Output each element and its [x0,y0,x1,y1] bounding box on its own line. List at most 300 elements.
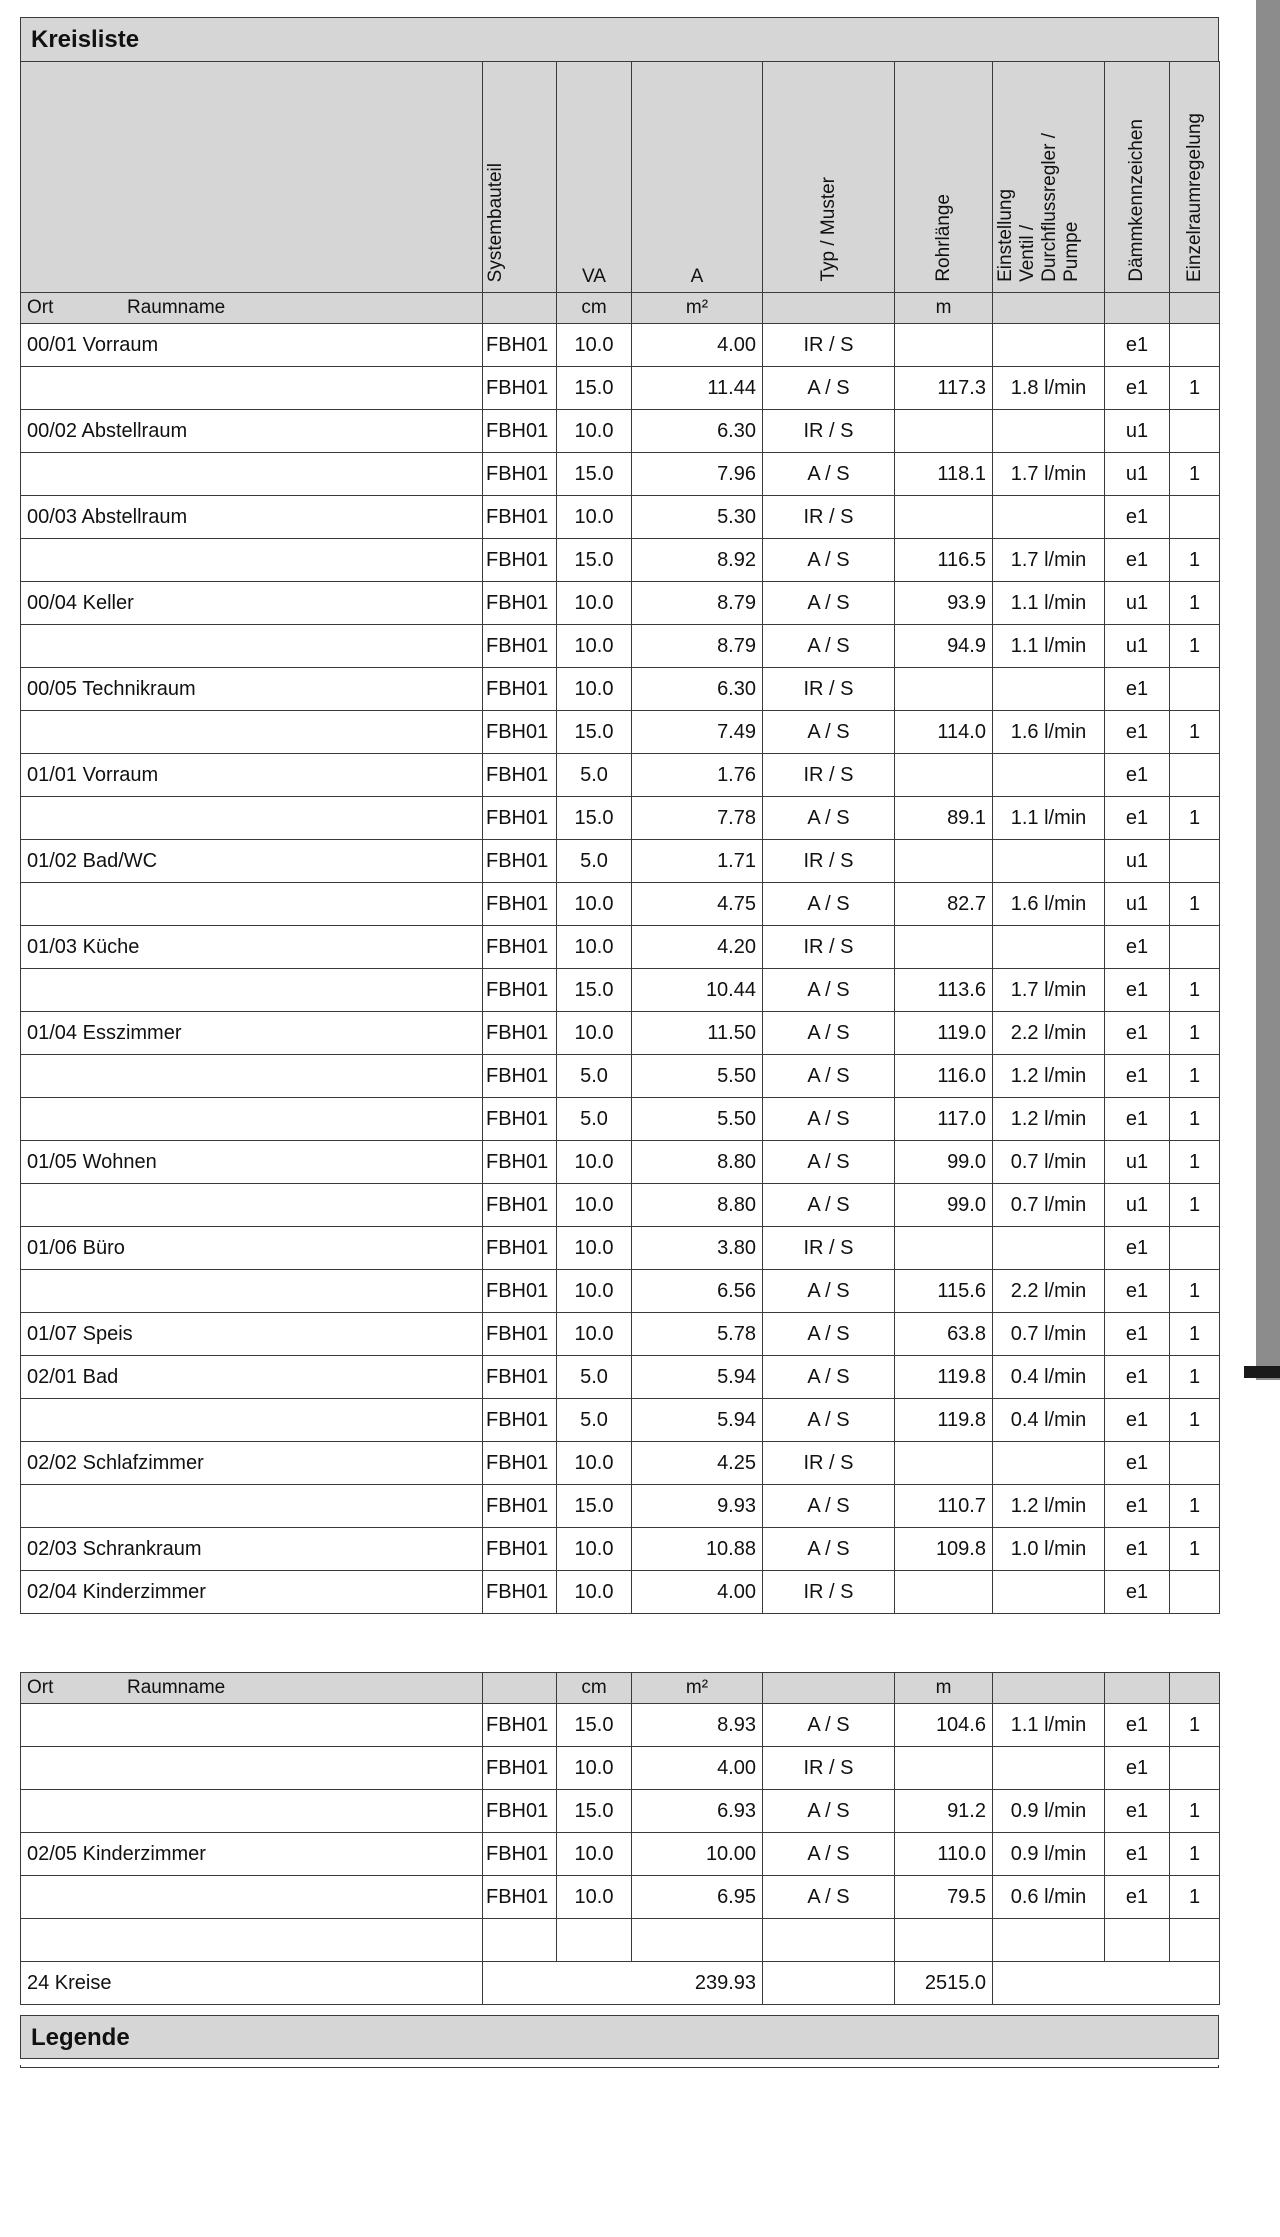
type-pattern: A / S [763,453,895,496]
area-value: 5.30 [632,496,763,539]
insulation-code: u1 [1105,840,1170,883]
table-row [21,625,1220,668]
room-control: 1 [1170,1270,1220,1313]
system-component: FBH01 [483,1055,557,1098]
area-value: 9.93 [632,1485,763,1528]
insulation-code: e1 [1105,1313,1170,1356]
insulation-code: e1 [1105,539,1170,582]
header-typ: Typ / Muster [763,62,895,293]
area-value: 8.92 [632,539,763,582]
system-component: FBH01 [483,1704,557,1747]
header-systembauteil: Systembauteil [483,62,557,293]
va-value: 5.0 [557,1055,632,1098]
table-row [21,1098,1220,1141]
pipe-length: 115.6 [895,1270,993,1313]
unit-va: cm [557,1673,632,1704]
area-value: 8.79 [632,582,763,625]
room-name: 00/01 Vorraum [21,324,483,367]
type-pattern: A / S [763,797,895,840]
room-control: 1 [1170,1399,1220,1442]
insulation-code: u1 [1105,883,1170,926]
room-name: 00/04 Keller [21,582,483,625]
va-value: 10.0 [557,496,632,539]
type-pattern: IR / S [763,840,895,883]
system-component: FBH01 [483,324,557,367]
type-pattern: IR / S [763,754,895,797]
type-pattern: IR / S [763,496,895,539]
flow-setting [993,754,1105,797]
area-value: 4.20 [632,926,763,969]
room-control: 1 [1170,1356,1220,1399]
table-row [21,1313,1220,1356]
table-row [21,1833,1220,1876]
pipe-length: 63.8 [895,1313,993,1356]
table-row [21,1704,1220,1747]
va-value: 10.0 [557,1184,632,1227]
type-pattern: A / S [763,1399,895,1442]
va-value: 10.0 [557,1571,632,1614]
unit-a: m² [632,1673,763,1704]
table-row [21,1227,1220,1270]
room-control: 1 [1170,539,1220,582]
room-control [1170,410,1220,453]
insulation-code: e1 [1105,1012,1170,1055]
type-pattern: IR / S [763,668,895,711]
type-pattern: A / S [763,1528,895,1571]
area-value: 7.96 [632,453,763,496]
area-value: 5.50 [632,1098,763,1141]
pipe-length: 117.0 [895,1098,993,1141]
table-row [21,324,1220,367]
type-pattern: A / S [763,1790,895,1833]
va-value: 15.0 [557,711,632,754]
room-control: 1 [1170,1485,1220,1528]
va-value: 5.0 [557,754,632,797]
system-component: FBH01 [483,1141,557,1184]
room-control: 1 [1170,367,1220,410]
table-row [21,1571,1220,1614]
room-name [21,1876,483,1919]
type-pattern: A / S [763,883,895,926]
room-name [21,625,483,668]
pipe-length: 79.5 [895,1876,993,1919]
va-value: 10.0 [557,1876,632,1919]
type-pattern: A / S [763,625,895,668]
totals-label: 24 Kreise [21,1962,483,2005]
units-row [21,1673,1220,1704]
table-row [21,1485,1220,1528]
pipe-length [895,496,993,539]
room-control [1170,1442,1220,1485]
area-value: 3.80 [632,1227,763,1270]
units-ort-raumname: Ort Raumname [21,1673,483,1704]
room-name: 02/03 Schrankraum [21,1528,483,1571]
totals-row [21,1962,1220,2005]
type-pattern: A / S [763,1876,895,1919]
pipe-length: 116.0 [895,1055,993,1098]
type-pattern: IR / S [763,926,895,969]
flow-setting: 1.2 l/min [993,1485,1105,1528]
area-value: 6.95 [632,1876,763,1919]
type-pattern: A / S [763,1313,895,1356]
type-pattern: A / S [763,582,895,625]
pipe-length: 91.2 [895,1790,993,1833]
pipe-length: 99.0 [895,1184,993,1227]
header-daemmkennzeichen: Dämmkennzeichen [1105,62,1170,293]
table-row [21,1747,1220,1790]
room-name: 02/04 Kinderzimmer [21,1571,483,1614]
table-row [21,367,1220,410]
insulation-code: u1 [1105,1141,1170,1184]
empty-row [21,1919,1220,1962]
flow-setting: 0.7 l/min [993,1184,1105,1227]
flow-setting: 1.6 l/min [993,711,1105,754]
va-value: 10.0 [557,1270,632,1313]
area-value: 5.94 [632,1399,763,1442]
va-value: 5.0 [557,1356,632,1399]
system-component: FBH01 [483,1571,557,1614]
room-name [21,797,483,840]
flow-setting: 1.2 l/min [993,1055,1105,1098]
flow-setting [993,1442,1105,1485]
scrollbar-marker[interactable] [1244,1366,1280,1378]
area-value: 6.30 [632,668,763,711]
units-ort-raumname: Ort Raumname [21,293,483,324]
system-component: FBH01 [483,1313,557,1356]
room-control: 1 [1170,1055,1220,1098]
unit-a: m² [632,293,763,324]
room-name: 00/02 Abstellraum [21,410,483,453]
va-value: 10.0 [557,926,632,969]
room-name [21,1055,483,1098]
legend-divider [20,2065,1219,2068]
system-component: FBH01 [483,496,557,539]
table-row [21,969,1220,1012]
flow-setting: 2.2 l/min [993,1270,1105,1313]
room-control: 1 [1170,1098,1220,1141]
type-pattern: IR / S [763,324,895,367]
system-component: FBH01 [483,883,557,926]
flow-setting: 1.1 l/min [993,625,1105,668]
totals-length: 2515.0 [895,1962,993,2005]
flow-setting: 0.7 l/min [993,1313,1105,1356]
insulation-code: e1 [1105,496,1170,539]
area-value: 8.80 [632,1184,763,1227]
unit-va: cm [557,293,632,324]
room-name [21,1098,483,1141]
system-component: FBH01 [483,711,557,754]
room-name [21,1790,483,1833]
type-pattern: IR / S [763,1227,895,1270]
room-name [21,969,483,1012]
va-value: 5.0 [557,1098,632,1141]
system-component: FBH01 [483,1012,557,1055]
va-value: 10.0 [557,582,632,625]
insulation-code: e1 [1105,1485,1170,1528]
header-einzelraumregelung: Einzelraumregelung [1170,62,1220,293]
table-row [21,711,1220,754]
flow-setting: 1.7 l/min [993,539,1105,582]
area-value: 4.00 [632,1747,763,1790]
pipe-length [895,1227,993,1270]
header-rohrlaenge: Rohrlänge [895,62,993,293]
room-control: 1 [1170,1141,1220,1184]
flow-setting: 1.7 l/min [993,969,1105,1012]
room-control [1170,1571,1220,1614]
area-value: 1.76 [632,754,763,797]
system-component: FBH01 [483,668,557,711]
va-value: 10.0 [557,410,632,453]
area-value: 4.00 [632,1571,763,1614]
flow-setting: 1.7 l/min [993,453,1105,496]
insulation-code: e1 [1105,1790,1170,1833]
pipe-length [895,410,993,453]
area-value: 6.93 [632,1790,763,1833]
room-control: 1 [1170,1528,1220,1571]
insulation-code: e1 [1105,1704,1170,1747]
pipe-length: 89.1 [895,797,993,840]
page-gap [20,1614,1219,1672]
room-control [1170,668,1220,711]
area-value: 5.50 [632,1055,763,1098]
pipe-length [895,754,993,797]
system-component: FBH01 [483,1528,557,1571]
system-component: FBH01 [483,1270,557,1313]
va-value: 10.0 [557,1528,632,1571]
pipe-length: 109.8 [895,1528,993,1571]
room-control: 1 [1170,1184,1220,1227]
insulation-code: e1 [1105,797,1170,840]
section-title-kreisliste: Kreisliste [20,17,1219,61]
kreisliste-table-continued [20,1672,1220,2005]
header-a: A [632,62,763,293]
pipe-length: 113.6 [895,969,993,1012]
table-row [21,883,1220,926]
pipe-length [895,1442,993,1485]
type-pattern: A / S [763,1833,895,1876]
header-einstellung: Einstellung Ventil / Durchflussregler / Pumpe [993,62,1105,293]
room-name: 01/05 Wohnen [21,1141,483,1184]
room-name [21,1270,483,1313]
room-control: 1 [1170,453,1220,496]
table-row [21,1528,1220,1571]
room-name: 02/05 Kinderzimmer [21,1833,483,1876]
table-row [21,1055,1220,1098]
system-component: FBH01 [483,1876,557,1919]
room-name: 01/04 Esszimmer [21,1012,483,1055]
table-row [21,1141,1220,1184]
va-value: 10.0 [557,1747,632,1790]
va-value: 15.0 [557,797,632,840]
va-value: 10.0 [557,1442,632,1485]
system-component: FBH01 [483,926,557,969]
system-component: FBH01 [483,797,557,840]
area-value: 5.94 [632,1356,763,1399]
table-row [21,1399,1220,1442]
insulation-code: e1 [1105,1833,1170,1876]
type-pattern: IR / S [763,1747,895,1790]
area-value: 4.00 [632,324,763,367]
area-value: 1.71 [632,840,763,883]
pipe-length: 110.7 [895,1485,993,1528]
room-name [21,1184,483,1227]
room-control [1170,1747,1220,1790]
system-component: FBH01 [483,840,557,883]
insulation-code: e1 [1105,668,1170,711]
table-row [21,797,1220,840]
room-control: 1 [1170,1876,1220,1919]
type-pattern: A / S [763,1055,895,1098]
pipe-length: 99.0 [895,1141,993,1184]
scrollbar[interactable] [1256,0,1280,1380]
room-control [1170,926,1220,969]
table-row [21,539,1220,582]
area-value: 6.30 [632,410,763,453]
area-value: 4.25 [632,1442,763,1485]
table-row [21,1270,1220,1313]
room-name [21,453,483,496]
pipe-length [895,840,993,883]
insulation-code: u1 [1105,625,1170,668]
pipe-length: 117.3 [895,367,993,410]
system-component: FBH01 [483,1227,557,1270]
room-name: 01/06 Büro [21,1227,483,1270]
room-control [1170,496,1220,539]
pipe-length [895,1747,993,1790]
flow-setting: 0.6 l/min [993,1876,1105,1919]
type-pattern: A / S [763,1270,895,1313]
system-component: FBH01 [483,625,557,668]
insulation-code: e1 [1105,711,1170,754]
insulation-code: u1 [1105,410,1170,453]
pipe-length [895,1571,993,1614]
area-value: 7.78 [632,797,763,840]
type-pattern: A / S [763,711,895,754]
flow-setting: 0.7 l/min [993,1141,1105,1184]
area-value: 11.44 [632,367,763,410]
flow-setting [993,324,1105,367]
pipe-length: 119.0 [895,1012,993,1055]
insulation-code: e1 [1105,969,1170,1012]
header-va: VA [557,62,632,293]
room-control: 1 [1170,1012,1220,1055]
room-control [1170,840,1220,883]
pipe-length: 110.0 [895,1833,993,1876]
pipe-length: 93.9 [895,582,993,625]
va-value: 10.0 [557,625,632,668]
unit-rohr: m [895,1673,993,1704]
system-component: FBH01 [483,1747,557,1790]
insulation-code: e1 [1105,1571,1170,1614]
table-row [21,1790,1220,1833]
va-value: 15.0 [557,1790,632,1833]
type-pattern: A / S [763,1485,895,1528]
pipe-length: 114.0 [895,711,993,754]
kreisliste-table [20,61,1220,1614]
insulation-code: e1 [1105,367,1170,410]
type-pattern: A / S [763,969,895,1012]
room-name [21,1399,483,1442]
flow-setting: 1.1 l/min [993,1704,1105,1747]
area-value: 10.88 [632,1528,763,1571]
type-pattern: A / S [763,1141,895,1184]
flow-setting: 0.9 l/min [993,1790,1105,1833]
insulation-code: e1 [1105,1876,1170,1919]
pipe-length: 82.7 [895,883,993,926]
units-row [21,293,1220,324]
flow-setting: 1.2 l/min [993,1098,1105,1141]
room-control: 1 [1170,711,1220,754]
va-value: 5.0 [557,1399,632,1442]
room-name: 01/01 Vorraum [21,754,483,797]
table-row [21,926,1220,969]
flow-setting: 0.4 l/min [993,1356,1105,1399]
system-component: FBH01 [483,582,557,625]
insulation-code: e1 [1105,1528,1170,1571]
flow-setting: 1.8 l/min [993,367,1105,410]
va-value: 15.0 [557,969,632,1012]
unit-rohr: m [895,293,993,324]
insulation-code: u1 [1105,1184,1170,1227]
room-name: 01/07 Speis [21,1313,483,1356]
room-name: 01/02 Bad/WC [21,840,483,883]
pipe-length: 104.6 [895,1704,993,1747]
type-pattern: IR / S [763,1442,895,1485]
system-component: FBH01 [483,1356,557,1399]
area-value: 4.75 [632,883,763,926]
flow-setting: 0.4 l/min [993,1399,1105,1442]
pipe-length: 116.5 [895,539,993,582]
system-component: FBH01 [483,969,557,1012]
insulation-code: e1 [1105,754,1170,797]
insulation-code: e1 [1105,1356,1170,1399]
room-control: 1 [1170,969,1220,1012]
room-name [21,883,483,926]
system-component: FBH01 [483,410,557,453]
room-control: 1 [1170,1833,1220,1876]
flow-setting [993,1747,1105,1790]
type-pattern: IR / S [763,410,895,453]
va-value: 10.0 [557,1141,632,1184]
room-name [21,711,483,754]
room-control: 1 [1170,797,1220,840]
system-component: FBH01 [483,539,557,582]
type-pattern: IR / S [763,1571,895,1614]
va-value: 15.0 [557,539,632,582]
flow-setting: 1.1 l/min [993,582,1105,625]
room-name [21,367,483,410]
system-component: FBH01 [483,367,557,410]
insulation-code: u1 [1105,582,1170,625]
flow-setting: 2.2 l/min [993,1012,1105,1055]
pipe-length: 119.8 [895,1399,993,1442]
table-row [21,840,1220,883]
flow-setting [993,1227,1105,1270]
insulation-code: e1 [1105,1442,1170,1485]
type-pattern: A / S [763,1012,895,1055]
system-component: FBH01 [483,1790,557,1833]
header-row [21,62,1220,293]
room-name: 02/02 Schlafzimmer [21,1442,483,1485]
flow-setting: 0.9 l/min [993,1833,1105,1876]
system-component: FBH01 [483,1485,557,1528]
insulation-code: e1 [1105,1270,1170,1313]
table-row [21,1876,1220,1919]
section-title-legende: Legende [20,2015,1219,2059]
area-value: 10.00 [632,1833,763,1876]
area-value: 8.80 [632,1141,763,1184]
room-name [21,1485,483,1528]
